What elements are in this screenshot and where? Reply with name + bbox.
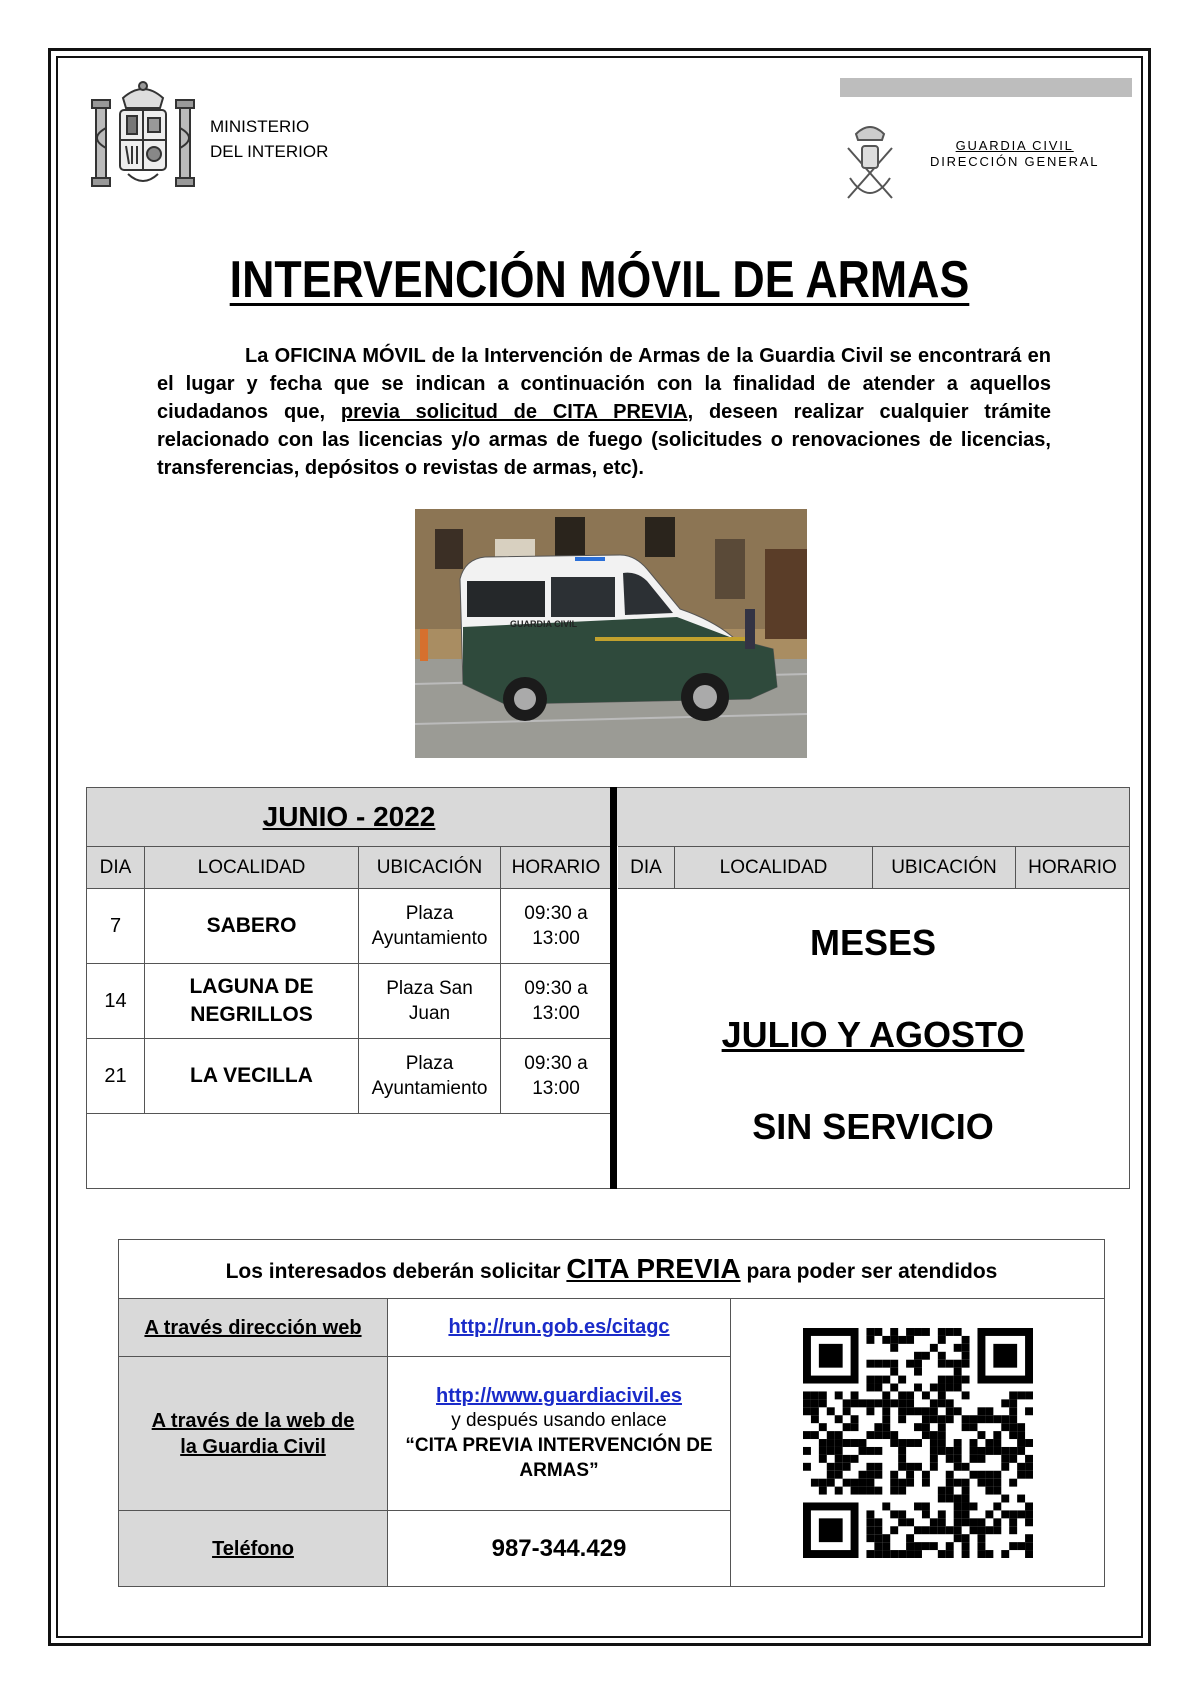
guardia-civil-line-2: DIRECCIÓN GENERAL (930, 154, 1100, 169)
qr-code-image[interactable] (803, 1328, 1033, 1558)
row-2-localidad: LAGUNA DE NEGRILLOS (144, 963, 358, 1038)
guardia-civil-emblem-logo (840, 118, 900, 204)
page-title: INTERVENCIÓN MÓVIL DE ARMAS (229, 251, 970, 309)
row-3-localidad: LA VECILLA (144, 1038, 358, 1113)
row-3-horario: 09:30 a 13:00 (500, 1038, 611, 1113)
row-1-localidad: SABERO (144, 888, 358, 963)
empty-row (87, 1113, 611, 1188)
col-header-horario: HORARIO (500, 846, 611, 888)
col-header-ubicacion: UBICACIÓN (358, 846, 500, 888)
guardia-civil-line-1: GUARDIA CIVIL (955, 138, 1074, 153)
van-label: GUARDIA CIVIL (510, 619, 578, 629)
row-1-horario: 09:30 a 13:00 (500, 888, 611, 963)
ministry-label (210, 114, 328, 164)
ministry-line-2: DEL INTERIOR (210, 142, 329, 161)
gc-web-link[interactable]: http://www.guardiacivil.es (436, 1384, 682, 1407)
gc-web-instructions: y después usando enlace (451, 1409, 667, 1431)
phone-cell (387, 1510, 730, 1586)
ministry-line-1: MINISTERIO (210, 117, 310, 136)
gc-web-cell (387, 1356, 730, 1510)
qr-code-cell (730, 1298, 1104, 1586)
month-title: JUNIO - 2022 (262, 801, 436, 832)
cita-header (119, 1240, 1104, 1298)
web-url-cell (387, 1298, 730, 1356)
cita-header-highlight: CITA PREVIA (566, 1253, 741, 1284)
row-1-ubicacion: Plaza Ayuntamiento (358, 888, 500, 963)
guardia-civil-label (930, 138, 1099, 170)
gc-web-link-name: “CITA PREVIA INTERVENCIÓN DE ARMAS” (405, 1434, 713, 1481)
web-label: A través dirección web (119, 1298, 387, 1356)
header-grey-bar (840, 78, 1132, 97)
row-3-ubicacion: Plaza Ayuntamiento (358, 1038, 500, 1113)
row-2-dia: 14 (87, 963, 144, 1038)
phone-number[interactable]: 987-344.429 (491, 1534, 627, 1562)
phone-label: Teléfono (119, 1510, 387, 1586)
intro-cita-previa-underlined: previa solicitud de CITA PREVIA (340, 401, 688, 423)
col-header-dia: DIA (87, 846, 144, 888)
col-header-localidad: LOCALIDAD (144, 846, 358, 888)
mobile-office-van-photo (415, 509, 807, 758)
web-url-link[interactable]: http://run.gob.es/citagc (448, 1316, 670, 1338)
cita-previa-table (118, 1239, 1105, 1587)
cita-header-text-1: Los interesados deberán solicitar (225, 1260, 567, 1283)
row-2-horario: 09:30 a 13:00 (500, 963, 611, 1038)
notice-line-3: SIN SERVICIO (752, 1106, 994, 1147)
table-center-divider (610, 787, 617, 1189)
col-header-dia-right: DIA (618, 846, 674, 888)
row-1-dia: 7 (87, 888, 144, 963)
row-3-dia: 21 (87, 1038, 144, 1113)
intro-paragraph (157, 342, 1051, 482)
intro-text-2: , deseen realizar cualquier trámite relacionado con las licencias y/o armas de fuego (solicitudes o renovaciones de licencias, transferencias, depósitos o revistas de armas, etc). (157, 401, 1051, 479)
month-title-cell (87, 788, 611, 846)
no-service-notice (617, 888, 1129, 1188)
col-header-ubicacion-right: UBICACIÓN (872, 846, 1015, 888)
notice-line-1: MESES (809, 922, 937, 963)
row-2-ubicacion: Plaza San Juan (358, 963, 500, 1038)
gc-web-label: A través de la web de la Guardia Civil (119, 1356, 387, 1510)
col-header-horario-right: HORARIO (1015, 846, 1129, 888)
spain-coat-of-arms-logo (88, 78, 198, 202)
cita-header-text-2: para poder ser atendidos (740, 1260, 998, 1283)
intro-text-1: La OFICINA MÓVIL de la Intervención de Armas de la Guardia Civil se encontrará en el lugar y fecha que se indican a continuación con la finalidad de atender a aquellos ciudadanos que, (157, 345, 1051, 423)
notice-line-2: JULIO Y AGOSTO (721, 1014, 1025, 1055)
col-header-localidad-right: LOCALIDAD (674, 846, 872, 888)
